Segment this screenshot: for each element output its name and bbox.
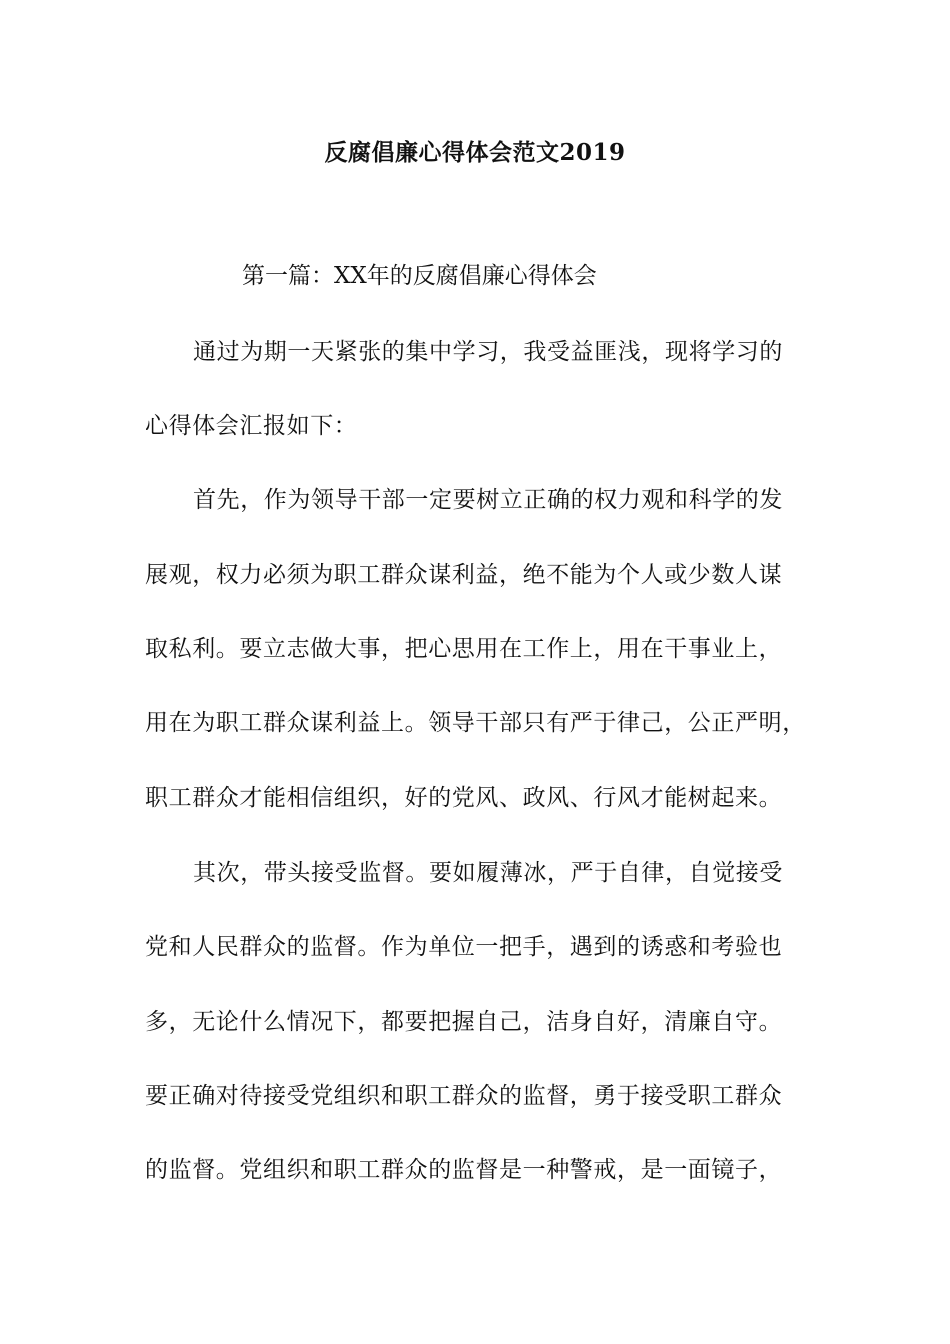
paragraph-line: 通过为期一天紧张的集中学习，我受益匪浅，现将学习的 <box>193 339 783 365</box>
paragraph-line: 要正确对待接受党组织和职工群众的监督，勇于接受职工群众 <box>145 1083 783 1109</box>
paragraph-line: 首先，作为领导干部一定要树立正确的权力观和科学的发 <box>193 487 783 513</box>
paragraph-line: 心得体会汇报如下： <box>145 413 358 439</box>
document-subtitle: 第一篇：XX年的反腐倡廉心得体会 <box>242 263 597 289</box>
paragraph-line: 的监督。党组织和职工群众的监督是一种警戒，是一面镜子， <box>145 1157 783 1183</box>
paragraph-line: 用在为职工群众谋利益上。领导干部只有严于律己，公正严明， <box>145 710 806 736</box>
paragraph-line: 党和人民群众的监督。作为单位一把手，遇到的诱惑和考验也 <box>145 934 783 960</box>
paragraph-line: 多，无论什么情况下，都要把握自己，洁身自好，清廉自守。 <box>145 1009 783 1035</box>
paragraph-line: 取私利。要立志做大事，把心思用在工作上，用在干事业上， <box>145 636 783 662</box>
paragraph-line: 其次，带头接受监督。要如履薄冰，严于自律，自觉接受 <box>193 860 783 886</box>
document-title: 反腐倡廉心得体会范文2019 <box>324 139 626 166</box>
paragraph-line: 展观，权力必须为职工群众谋利益，绝不能为个人或少数人谋 <box>145 562 783 588</box>
paragraph-line: 职工群众才能相信组织，好的党风、政风、行风才能树起来。 <box>145 785 783 811</box>
